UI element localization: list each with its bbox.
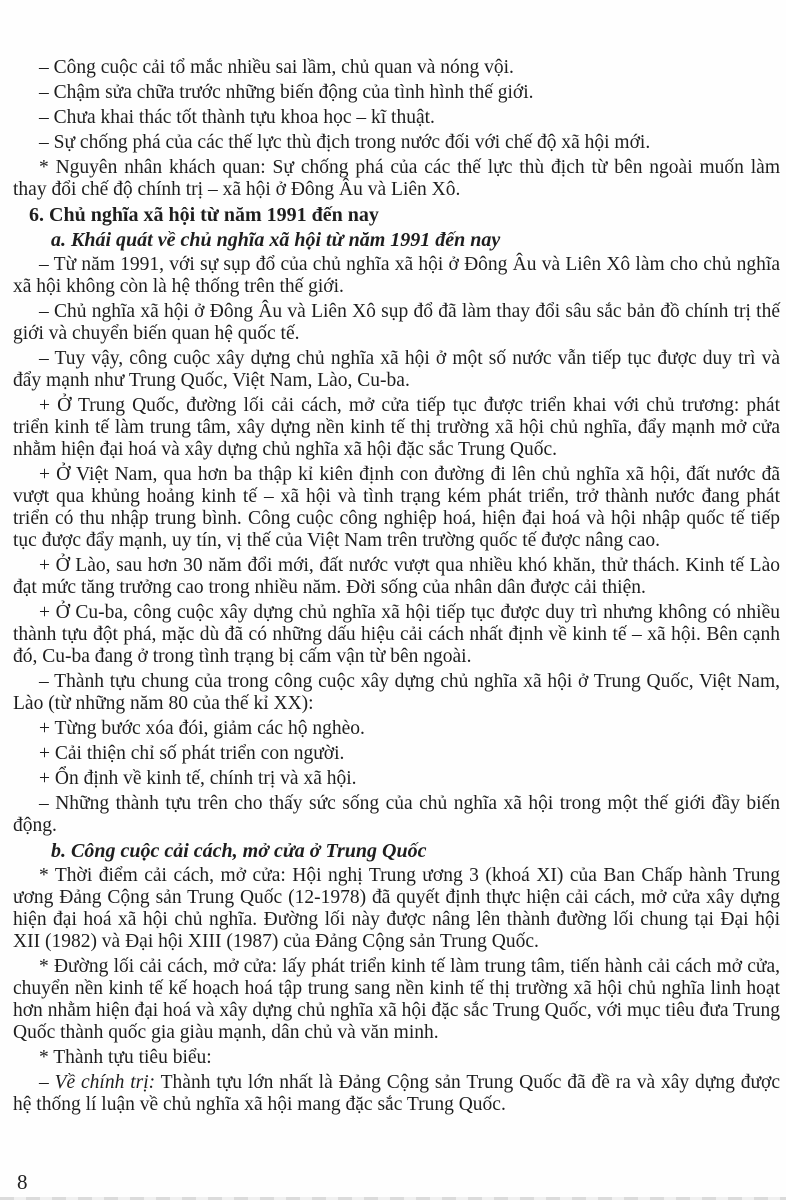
paragraph: * Thành tựu tiêu biểu: xyxy=(39,1047,212,1068)
paragraph: – Sự chống phá của các thế lực thù địch trong nước đối với chế độ xã hội mới. xyxy=(39,132,651,153)
paragraph: – Chưa khai thác tốt thành tựu khoa học – kĩ thuật. xyxy=(39,107,435,128)
paragraph xyxy=(13,1072,780,1116)
paragraph: + Ở Trung Quốc, đường lối cải cách, mở cửa tiếp tục được triển khai với chủ trương: phát triển kinh tế làm trung tâm, xây dựng nền kinh tế thị trường xã hội chủ nghĩa, đẩy mạnh mở cửa nhằm hiện đại hoá và xây dựng chủ nghĩa xã hội đặc sắc Trung Quốc. xyxy=(13,395,780,460)
paragraph: – Tuy vậy, công cuộc xây dựng chủ nghĩa xã hội ở một số nước vẫn tiếp tục được duy trì và đẩy mạnh như Trung Quốc, Việt Nam, Lào, Cu-ba. xyxy=(13,348,780,391)
paragraph: + Ở Lào, sau hơn 30 năm đổi mới, đất nước vượt qua nhiều khó khăn, thử thách. Kinh tế Lào đạt mức tăng trưởng cao trong nhiều năm. Đời sống của nhân dân được cải thiện. xyxy=(13,555,780,598)
paragraph: + Ở Cu-ba, công cuộc xây dựng chủ nghĩa xã hội tiếp tục được duy trì nhưng không có nhiều thành tựu đột phá, mặc dù đã có những dấu hiệu cải cách nhất định về kinh tế – xã hội. Bên cạnh đó, Cu-ba đang ở trong tình trạng bị cấm vận từ bên ngoài. xyxy=(13,602,780,667)
paragraph-text: Thành tựu lớn nhất là Đảng Cộng sản Trung Quốc đã đề ra và xây dựng được hệ thống lí luận về chủ nghĩa xã hội mang đặc sắc Trung Quốc. xyxy=(13,1072,781,1115)
paragraph: – Thành tựu chung của trong công cuộc xây dựng chủ nghĩa xã hội ở Trung Quốc, Việt Nam, Lào (từ những năm 80 của thế kỉ XX): xyxy=(13,671,780,714)
paragraph: – Chậm sửa chữa trước những biến động của tình hình thế giới. xyxy=(39,82,534,103)
subsection-heading-a: a. Khái quát về chủ nghĩa xã hội từ năm 1991 đến nay xyxy=(51,229,501,251)
paragraph: – Công cuộc cải tổ mắc nhiều sai lầm, chủ quan và nóng vội. xyxy=(39,57,514,78)
paragraph: * Nguyên nhân khách quan: Sự chống phá của các thế lực thù địch từ bên ngoài muốn làm thay đổi chế độ chính trị – xã hội ở Đông Âu và Liên Xô. xyxy=(13,157,780,200)
paragraph: – Những thành tựu trên cho thấy sức sống của chủ nghĩa xã hội trong một thế giới đầy biến động. xyxy=(13,793,780,836)
paragraph: + Ổn định về kinh tế, chính trị và xã hội. xyxy=(39,768,357,789)
section-heading: 6. Chủ nghĩa xã hội từ năm 1991 đến nay xyxy=(29,204,379,226)
paragraph: – Từ năm 1991, với sự sụp đổ của chủ nghĩa xã hội ở Đông Âu và Liên Xô làm cho chủ nghĩa xã hội không còn là hệ thống trên thế giới. xyxy=(13,254,780,297)
paragraph: * Thời điểm cải cách, mở cửa: Hội nghị Trung ương 3 (khoá XI) của Ban Chấp hành Trung ương Đảng Cộng sản Trung Quốc (12-1978) đã quyết định thực hiện cải cách, mở cửa xây dựng hiện đại hoá xã hội chủ nghĩa. Đường lối này được nâng lên thành đường lối chung tại Đại hội XII (1982) và Đại hội XIII (1987) của Đảng Cộng sản Trung Quốc. xyxy=(13,865,780,952)
paragraph: + Ở Việt Nam, qua hơn ba thập kỉ kiên định con đường đi lên chủ nghĩa xã hội, đất nước đã vượt qua khủng hoảng kinh tế – xã hội và tình trạng kém phát triển, trở thành nước đang phát triển có thu nhập trung bình. Công cuộc công nghiệp hoá, hiện đại hoá và hội nhập quốc tế tiếp tục được đẩy mạnh, uy tín, vị thế của Việt Nam trên trường quốc tế được nâng cao. xyxy=(13,464,780,551)
paragraph-lead-italic: – Về chính trị: xyxy=(39,1072,156,1093)
paragraph: + Từng bước xóa đói, giảm các hộ nghèo. xyxy=(39,718,365,739)
page-number: 8 xyxy=(17,1170,28,1194)
paragraph: – Chủ nghĩa xã hội ở Đông Âu và Liên Xô sụp đổ đã làm thay đổi sâu sắc bản đồ chính trị thế giới và chuyển biến quan hệ quốc tế. xyxy=(13,301,780,344)
subsection-heading-b: b. Công cuộc cải cách, mở cửa ở Trung Quốc xyxy=(51,840,427,862)
paragraph: * Đường lối cải cách, mở cửa: lấy phát triển kinh tế làm trung tâm, tiến hành cải cách mở cửa, chuyển nền kinh tế kế hoạch hoá tập trung sang nền kinh tế thị trường xã hội chủ nghĩa linh hoạt hơn nhằm hiện đại hoá và xây dựng chủ nghĩa xã hội đặc sắc Trung Quốc, với mục tiêu đưa Trung Quốc thành quốc gia giàu mạnh, dân chủ và văn minh. xyxy=(13,956,780,1043)
paragraph: + Cải thiện chỉ số phát triển con người. xyxy=(39,743,345,764)
